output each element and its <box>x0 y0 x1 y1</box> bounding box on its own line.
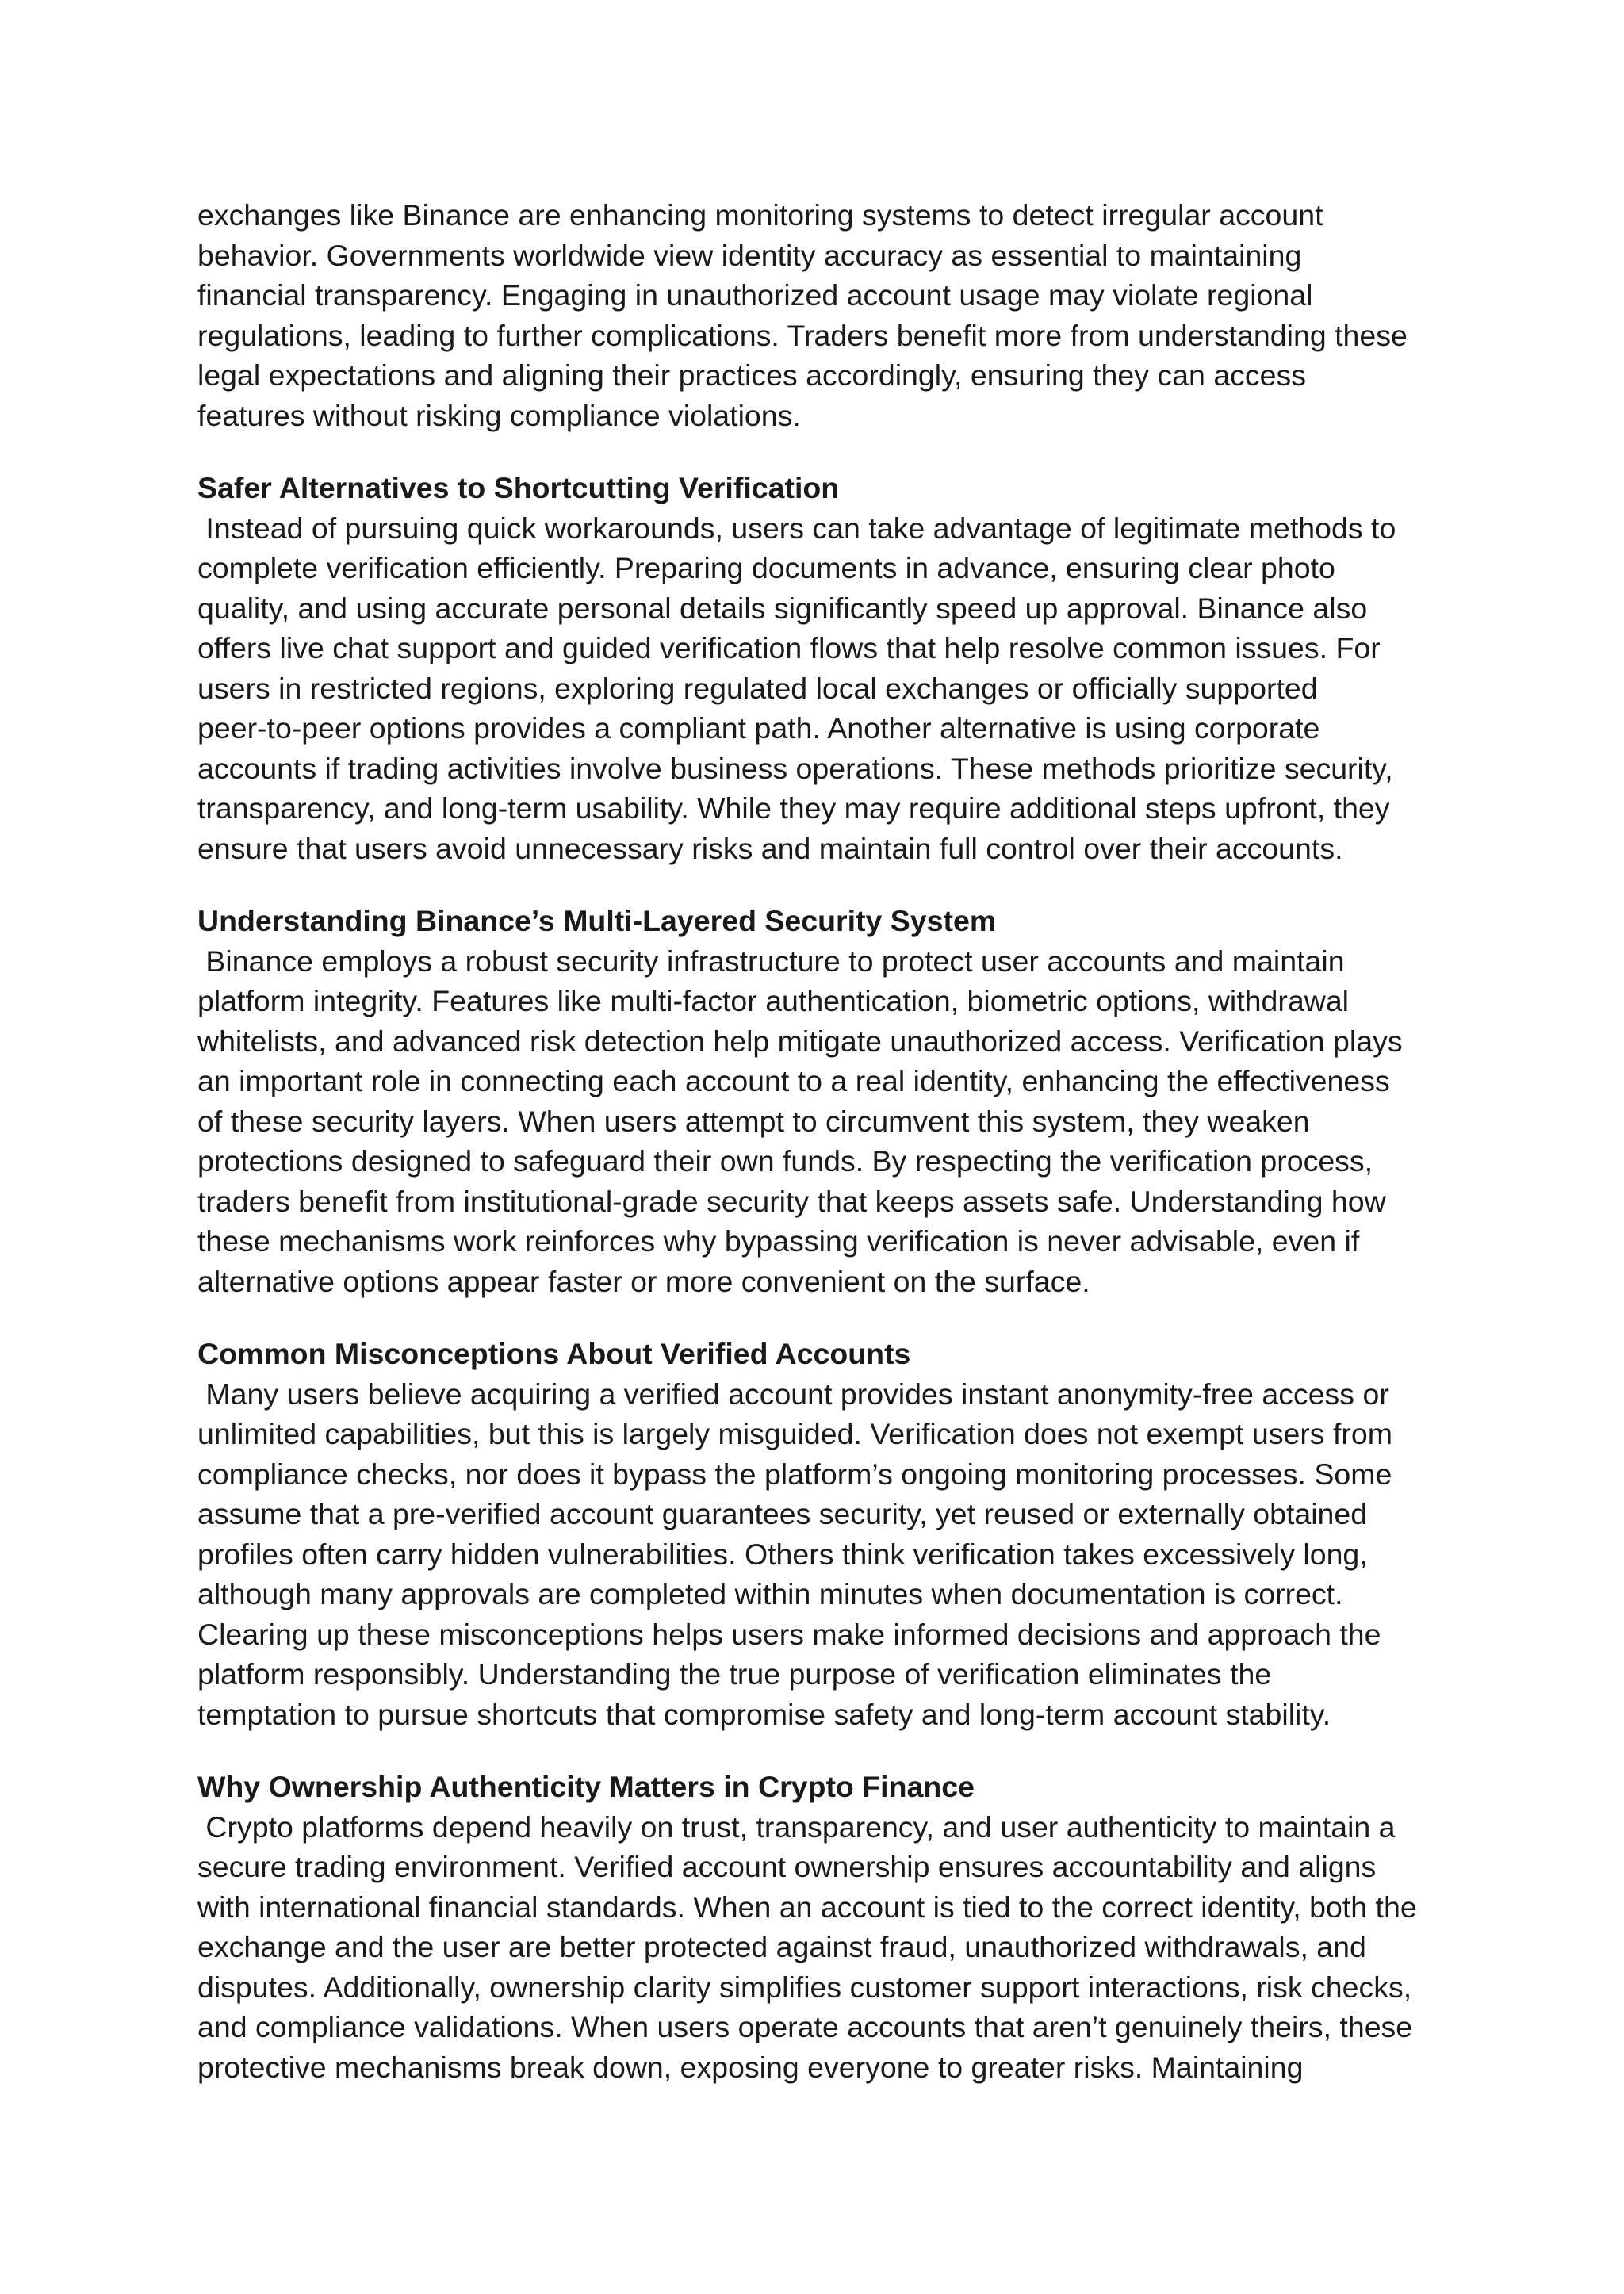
paragraph-line: platform integrity. Features like multi-factor authentication, biometric options, withdrawal <box>197 984 1350 1017</box>
section-security-system <box>197 901 1450 1301</box>
paragraph-line: whitelists, and advanced risk detection help mitigate unauthorized access. Verification plays <box>197 1024 1403 1058</box>
paragraph-line: offers live chat support and guided verification flows that help resolve common issues. For <box>197 631 1381 664</box>
paragraph-line: these mechanisms work reinforces why bypassing verification is never advisable, even if <box>197 1224 1360 1258</box>
paragraph-line: peer-to-peer options provides a compliant path. Another alternative is using corporate <box>197 711 1320 745</box>
paragraph-line: alternative options appear faster or more convenient on the surface. <box>197 1264 1090 1298</box>
section-safer-alternatives <box>197 468 1450 868</box>
paragraph-line: Binance employs a robust security infrastructure to protect user accounts and maintain <box>197 944 1345 978</box>
paragraph-line: ensure that users avoid unnecessary risks and maintain full control over their accounts. <box>197 831 1343 865</box>
paragraph-line: and compliance validations. When users operate accounts that aren’t genuinely theirs, these <box>197 2010 1413 2043</box>
section-heading: Safer Alternatives to Shortcutting Verification <box>197 471 840 504</box>
paragraph-line: with international financial standards. When an account is tied to the correct identity, both the <box>197 1890 1417 1924</box>
paragraph-line: complete verification efficiently. Preparing documents in advance, ensuring clear photo <box>197 551 1335 584</box>
paragraph-line: of these security layers. When users attempt to circumvent this system, they weaken <box>197 1104 1310 1138</box>
paragraph-line: legal expectations and aligning their practices accordingly, ensuring they can access <box>197 358 1307 392</box>
paragraph-line: users in restricted regions, exploring regulated local exchanges or officially supported <box>197 671 1318 705</box>
paragraph-line: exchanges like Binance are enhancing monitoring systems to detect irregular account <box>197 198 1323 232</box>
paragraph-line: Clearing up these misconceptions helps users make informed decisions and approach the <box>197 1617 1381 1651</box>
paragraph-line: Instead of pursuing quick workarounds, users can take advantage of legitimate methods to <box>197 511 1396 545</box>
paragraph-line: secure trading environment. Verified account ownership ensures accountability and aligns <box>197 1850 1377 1883</box>
paragraph-line: quality, and using accurate personal details significantly speed up approval. Binance also <box>197 591 1368 625</box>
document-body <box>197 195 1450 2087</box>
paragraph-line: although many approvals are completed within minutes when documentation is correct. <box>197 1577 1343 1610</box>
section-misconceptions <box>197 1334 1450 1734</box>
section-heading: Understanding Binance’s Multi-Layered Security System <box>197 904 997 937</box>
intro-paragraph <box>197 195 1450 435</box>
paragraph-line: accounts if trading activities involve business operations. These methods prioritize security, <box>197 751 1393 785</box>
paragraph-line: behavior. Governments worldwide view identity accuracy as essential to maintaining <box>197 238 1302 272</box>
paragraph-line: assume that a pre-verified account guarantees security, yet reused or externally obtained <box>197 1497 1368 1530</box>
paragraph-line: disputes. Additionally, ownership clarity simplifies customer support interactions, risk checks, <box>197 1970 1412 2004</box>
section-heading: Why Ownership Authenticity Matters in Crypto Finance <box>197 1770 975 1803</box>
paragraph-line: features without risking compliance violations. <box>197 398 801 432</box>
paragraph-line: financial transparency. Engaging in unauthorized account usage may violate regional <box>197 278 1313 312</box>
paragraph-line: traders benefit from institutional-grade security that keeps assets safe. Understanding how <box>197 1184 1386 1218</box>
paragraph-line: compliance checks, nor does it bypass the platform’s ongoing monitoring processes. Some <box>197 1457 1392 1491</box>
paragraph-line: unlimited capabilities, but this is largely misguided. Verification does not exempt users from <box>197 1417 1392 1450</box>
paragraph-line: platform responsibly. Understanding the true purpose of verification eliminates the <box>197 1657 1272 1691</box>
section-ownership-authenticity <box>197 1767 1450 2087</box>
paragraph-line: an important role in connecting each account to a real identity, enhancing the effectiveness <box>197 1064 1390 1097</box>
section-heading: Common Misconceptions About Verified Accounts <box>197 1337 911 1370</box>
paragraph-line: Many users believe acquiring a verified account provides instant anonymity-free access or <box>197 1377 1389 1411</box>
paragraph-line: protections designed to safeguard their own funds. By respecting the verification process, <box>197 1144 1373 1178</box>
paragraph-line: temptation to pursue shortcuts that compromise safety and long-term account stability. <box>197 1697 1331 1731</box>
paragraph-line: protective mechanisms break down, exposing everyone to greater risks. Maintaining <box>197 2050 1304 2084</box>
paragraph-line: exchange and the user are better protected against fraud, unauthorized withdrawals, and <box>197 1930 1366 1963</box>
paragraph-line: profiles often carry hidden vulnerabilities. Others think verification takes excessively long, <box>197 1537 1368 1571</box>
paragraph-line: transparency, and long-term usability. While they may require additional steps upfront, they <box>197 791 1390 825</box>
paragraph-line: Crypto platforms depend heavily on trust, transparency, and user authenticity to maintain a <box>197 1810 1396 1844</box>
paragraph-line: regulations, leading to further complications. Traders benefit more from understanding these <box>197 318 1408 352</box>
